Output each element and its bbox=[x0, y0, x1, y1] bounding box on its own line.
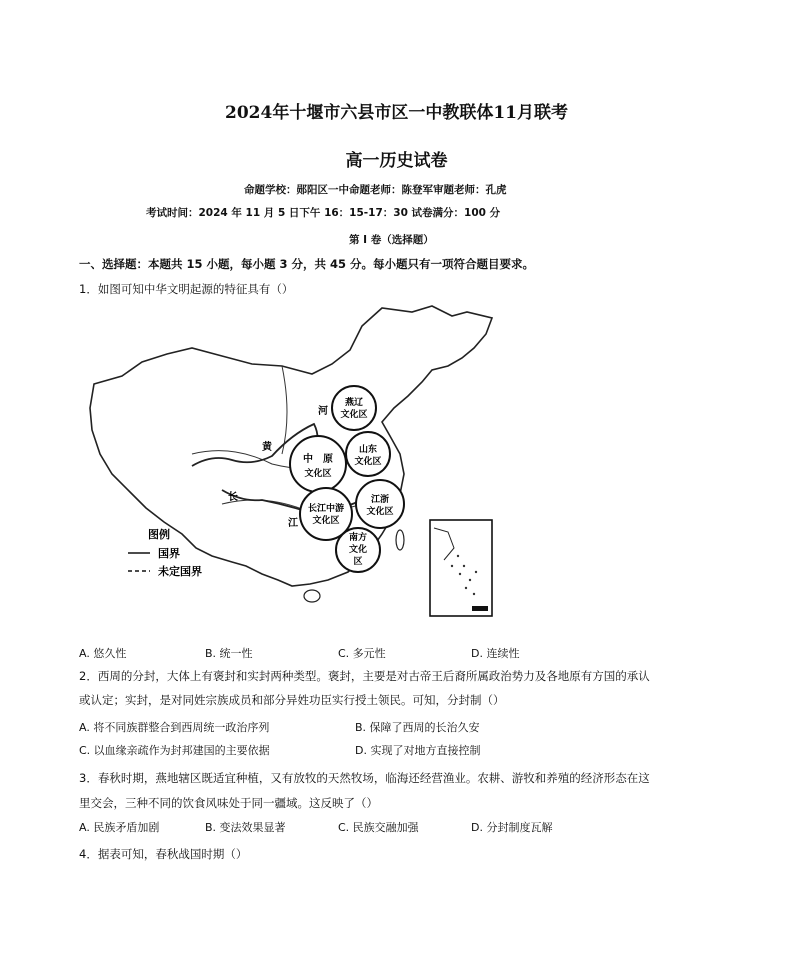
q3-option-a: A. 民族矛盾加剧 bbox=[79, 821, 160, 834]
river-label-he: 河 bbox=[318, 406, 328, 417]
question-1-stem: 1．如图可知中华文明起源的特征具有（） bbox=[79, 282, 294, 296]
section-instructions: 一、选择题：本题共 15 小题，每小题 3 分，共 45 分。每小题只有一项符合题目要求。 bbox=[79, 257, 535, 271]
svg-text:文化区: 文化区 bbox=[366, 507, 394, 517]
river-label-huang: 黄 bbox=[262, 442, 272, 453]
svg-text:区: 区 bbox=[353, 557, 363, 567]
legend-border: 国界 bbox=[158, 547, 180, 560]
question-2-stem-line1: 2．西周的分封，大体上有褒封和实封两种类型。褒封，主要是对古帝王后裔所属政治势力及各地原有方国的承认 bbox=[79, 669, 650, 683]
south-sea-inset bbox=[430, 520, 492, 616]
q2-option-b: B. 保障了西周的长治久安 bbox=[355, 721, 480, 734]
part-title: 第 I 卷（选择题） bbox=[349, 234, 434, 246]
china-culture-map bbox=[82, 304, 502, 624]
q1-option-a: A. 悠久性 bbox=[79, 647, 127, 660]
svg-text:文化区: 文化区 bbox=[340, 410, 368, 420]
q1-option-b: B. 统一性 bbox=[205, 647, 253, 660]
q1-option-c: C. 多元性 bbox=[338, 647, 386, 660]
q1-option-d: D. 连续性 bbox=[471, 647, 520, 660]
nanfang-label: 南方 bbox=[348, 533, 368, 543]
legend-undefined-border: 未定国界 bbox=[158, 565, 202, 578]
svg-text:文化区: 文化区 bbox=[304, 469, 332, 479]
q2-option-d: D. 实现了对地方直接控制 bbox=[355, 744, 481, 757]
map-svg bbox=[82, 304, 502, 624]
yanliao-circle bbox=[332, 386, 376, 430]
shandong-label: 山东 bbox=[358, 445, 378, 455]
legend-title: 图例 bbox=[148, 528, 170, 541]
q3-option-d: D. 分封制度瓦解 bbox=[471, 821, 553, 834]
q2-option-c: C. 以血缘亲疏作为封邦建国的主要依据 bbox=[79, 744, 270, 757]
svg-text:文化区: 文化区 bbox=[312, 516, 340, 526]
question-4-stem: 4．据表可知，春秋战国时期（） bbox=[79, 847, 248, 861]
authors-line: 命题学校：郧阳区一中命题老师：陈登军审题老师：孔虎 bbox=[244, 184, 507, 196]
question-3-stem-line2: 里交会，三种不同的饮食风味处于同一疆域。这反映了（） bbox=[79, 796, 378, 810]
q3-option-c: C. 民族交融加强 bbox=[338, 821, 419, 834]
changjiang-label: 长江中游 bbox=[307, 504, 345, 514]
exam-info-line: 考试时间：2024 年 11 月 5 日下午 16：15-17：30 试卷满分：100 分 bbox=[146, 207, 501, 219]
yanliao-label: 燕辽 bbox=[344, 398, 364, 408]
svg-text:文化: 文化 bbox=[348, 545, 368, 555]
river-label-chang: 长 bbox=[228, 492, 238, 503]
q3-option-b: B. 变法效果显著 bbox=[205, 821, 286, 834]
zhongyuan-label: 中 原 bbox=[303, 454, 333, 465]
exam-title: 2024年十堰市六县市区一中教联体11月联考 bbox=[225, 103, 568, 123]
svg-text:文化区: 文化区 bbox=[354, 457, 382, 467]
exam-subtitle: 高一历史试卷 bbox=[345, 151, 448, 171]
river-label-jiang: 江 bbox=[288, 518, 298, 529]
question-2-stem-line2: 或认定；实封，是对同姓宗族成员和部分异姓功臣实行授土领民。可知，分封制（） bbox=[79, 693, 505, 707]
question-3-stem-line1: 3．春秋时期，燕地辖区既适宜种植，又有放牧的天然牧场，临海还经营渔业。农耕、游牧和养殖的经济形态在这 bbox=[79, 771, 650, 785]
jiangzhe-label: 江浙 bbox=[370, 495, 390, 505]
q2-option-a: A. 将不同族群整合到西周统一政治序列 bbox=[79, 721, 270, 734]
